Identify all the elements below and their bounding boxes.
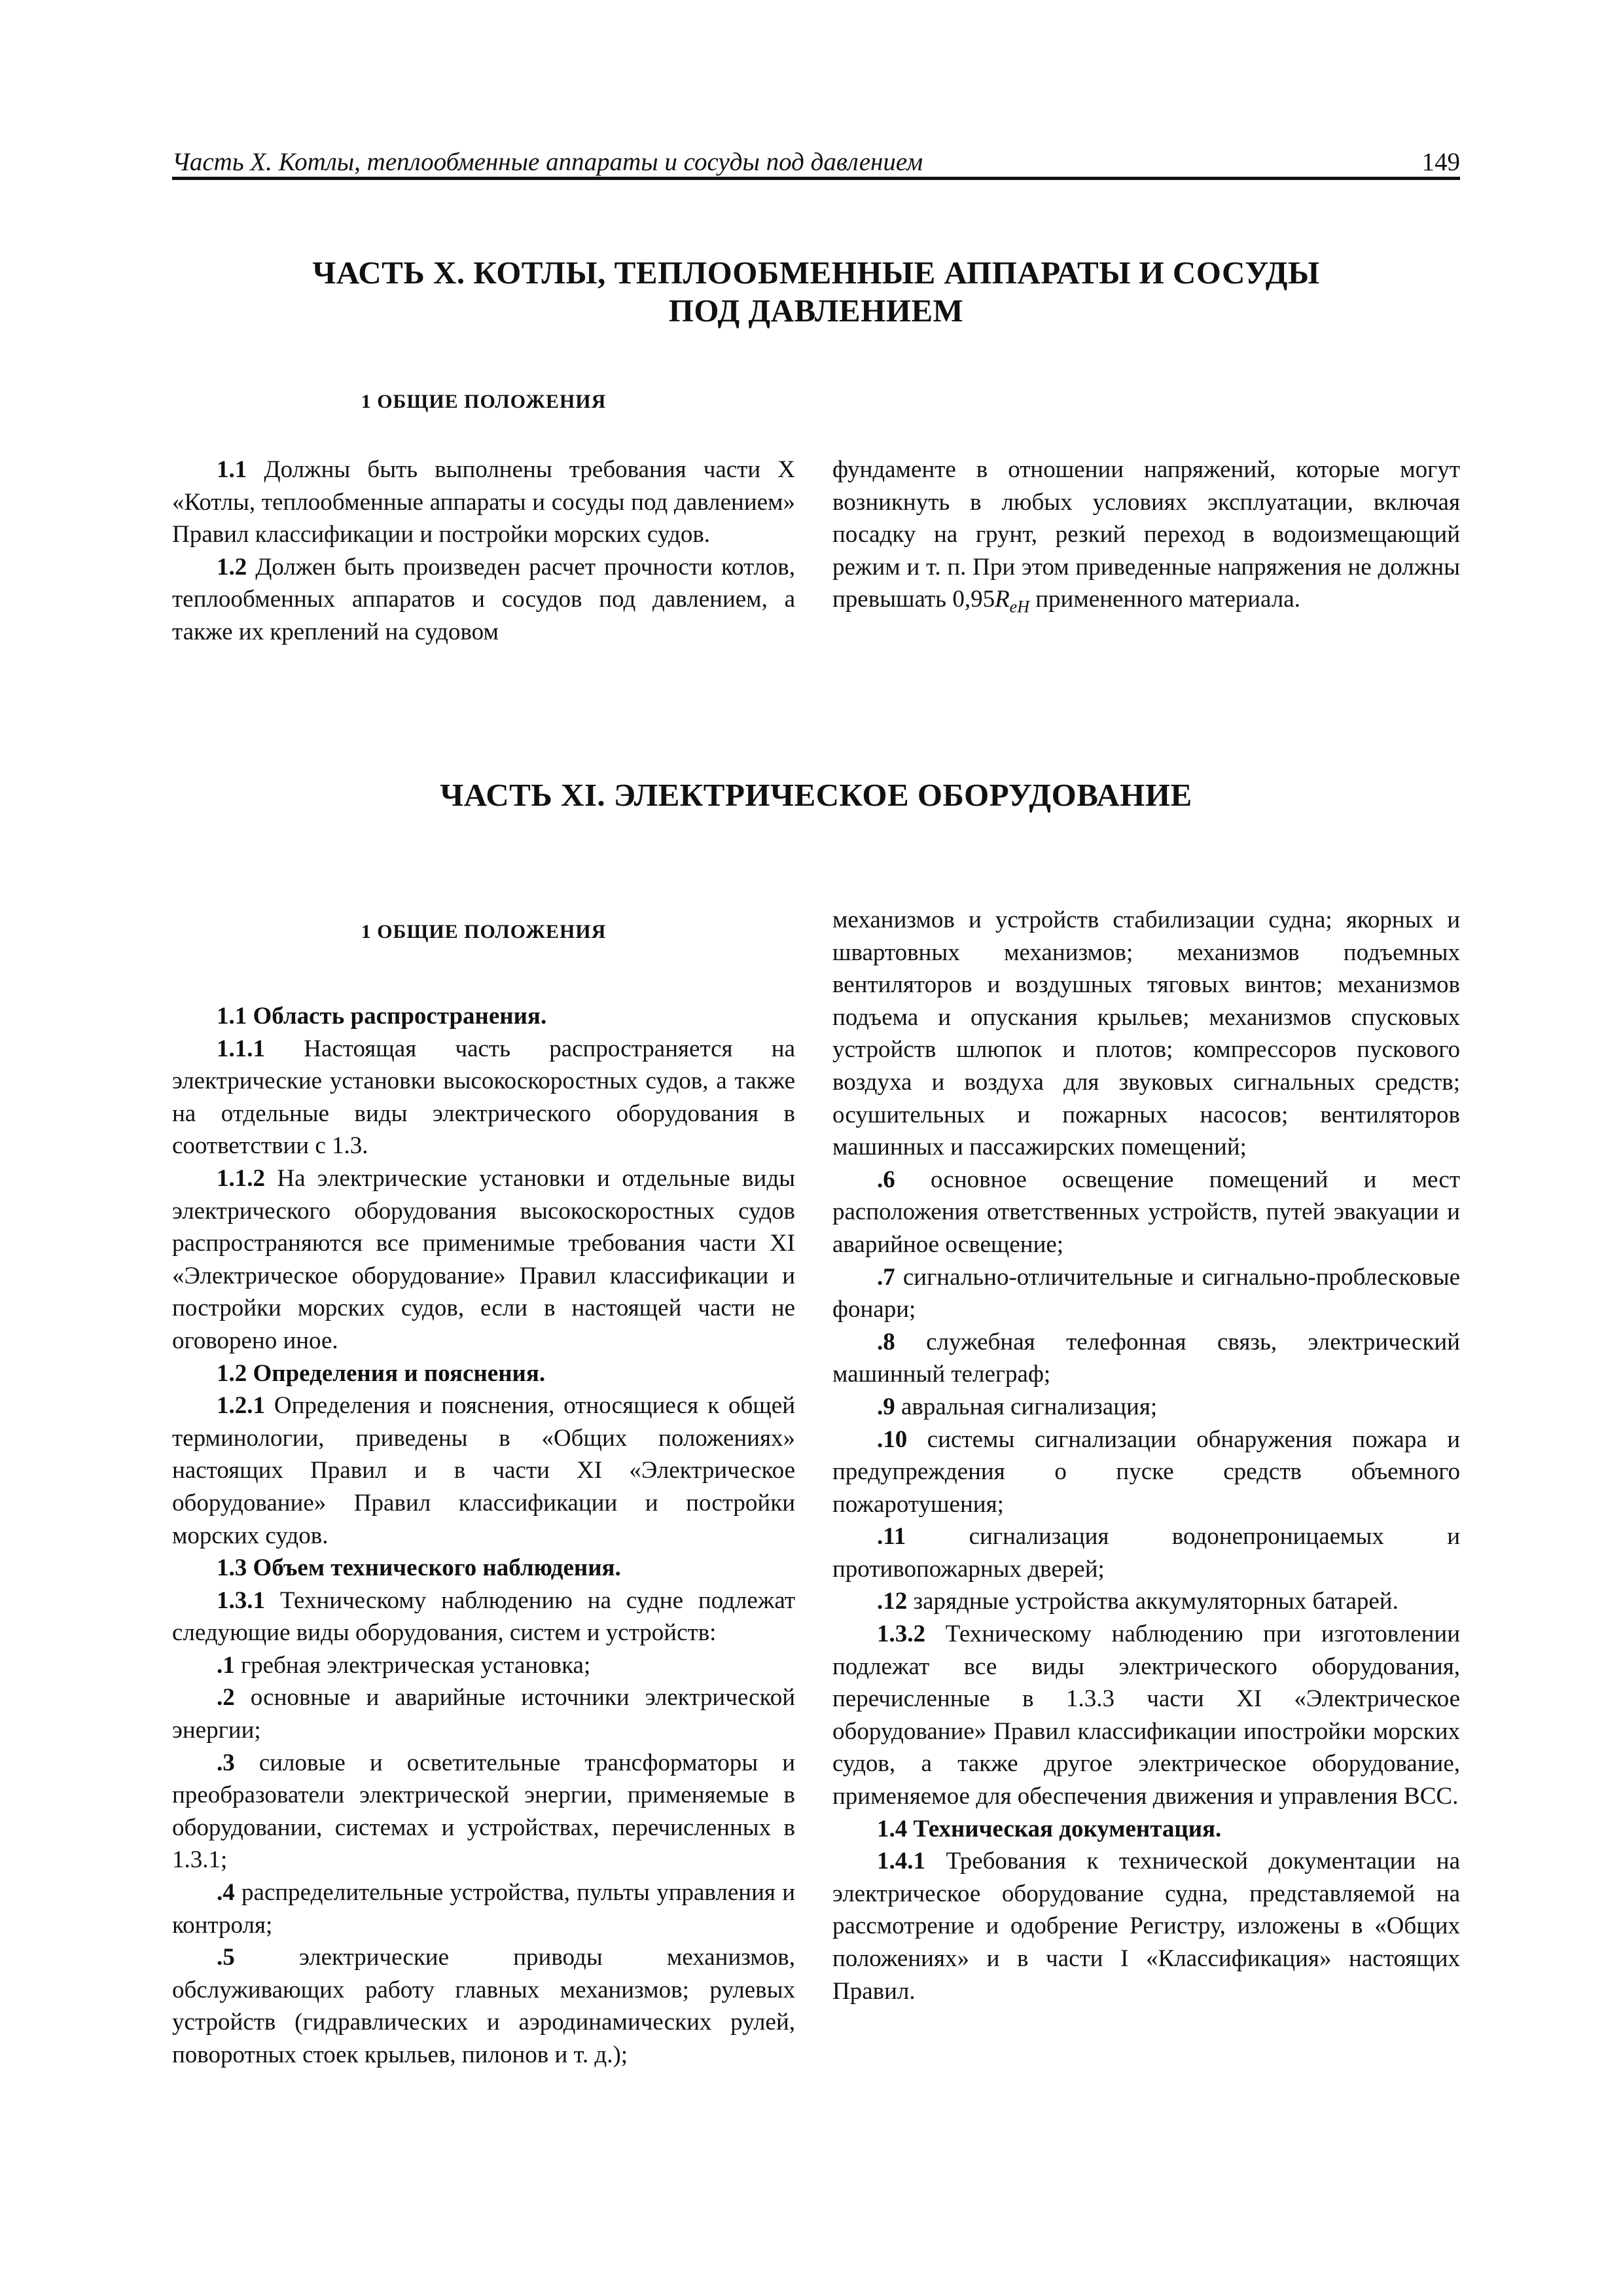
paragraph-1-2: [172, 551, 795, 649]
item-text: основные и аварийные источники электрической энергии;: [172, 1684, 795, 1744]
list-item-3: [172, 1747, 795, 1876]
formula-symbol: R: [995, 586, 1010, 613]
clause-text: Должен быть произведен расчет прочности котлов, теплообменных аппаратов и сосудов под давлением, а также их креплений на судовом: [172, 553, 795, 645]
part-xi-section-heading: 1 ОБЩИЕ ПОЛОЖЕНИЯ: [361, 921, 607, 942]
item-number: .9: [877, 1393, 895, 1420]
heading-1-2: 1.2 Определения и пояснения.: [217, 1359, 546, 1387]
paragraph-1-2-1: [172, 1390, 795, 1552]
clause-number: 1.1.2: [217, 1164, 265, 1192]
item-text: системы сигнализации обнаружения пожара и предупреждения о пуске средств объемного пожаротушения;: [832, 1426, 1460, 1518]
part-x-right-column: [832, 454, 1460, 623]
running-header: [172, 145, 1460, 179]
item-number: .1: [217, 1651, 235, 1679]
clause-number: 1.2: [217, 553, 247, 581]
item-text: сигнализация водонепроницаемых и противопожарных дверей;: [832, 1523, 1460, 1583]
clause-number: 1.4.1: [877, 1848, 925, 1875]
clause-number: 1.3.1: [217, 1587, 265, 1614]
clause-text: фундаменте в отношении напряжений, которые могут возникнуть в любых условиях эксплуатации, включая посадку на грунт, резкий переход в водоизмещающий режим и т. п. При этом приведенные напряжения не должны превышать: [832, 456, 1460, 613]
item-text: зарядные устройства аккумуляторных батарей.: [907, 1588, 1399, 1615]
clause-text: На электрические установки и отдельные виды электрического оборудования высокоскоростных судов распространяются все применимые требования части XI «Электрическое оборудование» Правил классификации и постройки морских судов, если в настоящей части не оговорено иное.: [172, 1164, 795, 1354]
item-number: .11: [877, 1523, 906, 1551]
paragraph-1-4-1: [832, 1845, 1460, 2007]
item-number: .7: [877, 1263, 895, 1291]
item-number: .5: [217, 1944, 235, 1971]
list-item-2: [172, 1681, 795, 1746]
item-text: служебная телефонная связь, электрический машинный телеграф;: [832, 1328, 1460, 1388]
heading-1-3: 1.3 Объем технического наблюдения.: [217, 1554, 621, 1582]
paragraph-1-1-2: [172, 1162, 795, 1357]
paragraph-1-3-1: [172, 1585, 795, 1649]
list-item-6: [832, 1164, 1460, 1261]
part-xi-left-column: [172, 1000, 795, 2072]
list-item-7: [832, 1261, 1460, 1326]
paragraph-1-2-continued: [832, 454, 1460, 623]
item-number: .8: [877, 1328, 895, 1355]
formula-coefficient: 0,95: [952, 586, 995, 613]
clause-number: 1.3.2: [877, 1621, 925, 1648]
heading-1-1: 1.1 Область распространения.: [217, 1003, 547, 1030]
clause-text: примененного материала.: [1029, 586, 1300, 613]
list-item-12: [832, 1585, 1460, 1618]
part-x-title-line2: ПОД ДАВЛЕНИЕМ: [668, 293, 964, 329]
clause-number: 1.1.1: [217, 1035, 265, 1062]
item-number: .6: [877, 1166, 895, 1193]
item-text: распределительные устройства, пульты управления и контроля;: [172, 1879, 795, 1939]
paragraph-1-1-1: [172, 1033, 795, 1162]
part-x-section-heading: 1 ОБЩИЕ ПОЛОЖЕНИЯ: [361, 391, 607, 412]
part-x-title-line1: ЧАСТЬ X. КОТЛЫ, ТЕПЛООБМЕННЫЕ АППАРАТЫ И СОСУДЫ: [312, 255, 1320, 291]
heading-1-4: 1.4 Техническая документация.: [877, 1815, 1222, 1842]
item-text: сигнально-отличительные и сигнально-проблесковые фонари;: [832, 1263, 1460, 1323]
paragraph-1-1: [172, 454, 795, 551]
part-x-left-column: [172, 454, 795, 649]
formula-subscript: eH: [1009, 597, 1029, 617]
list-item-4: [172, 1876, 795, 1941]
item-number: .4: [217, 1879, 235, 1907]
item-text: электрические приводы механизмов, обслуживающих работу главных механизмов; рулевых устройств (гидравлических и аэродинамических рулей, поворотных стоек крыльев, пилонов и т. д.);: [172, 1944, 795, 2068]
list-item-10: [832, 1424, 1460, 1521]
part-xi-right-column: [832, 904, 1460, 2007]
clause-text: Требования к технической документации на электрическое оборудование судна, представляемой на рассмотрение и одобрение Регистру, изложены в «Общих положениях» и в части I «Классификация» настоящих Правил.: [832, 1848, 1460, 2005]
item-text: силовые и осветительные трансформаторы и преобразователи электрической энергии, применяемые в оборудовании, системах и устройствах, перечисленных в 1.3.1;: [172, 1749, 795, 1874]
clause-text: Настоящая часть распространяется на электрические установки высокоскоростных судов, а также на отдельные виды электрического оборудования в соответствии с 1.3.: [172, 1035, 795, 1160]
item-number: .10: [877, 1426, 908, 1453]
paragraph-1-3-2: [832, 1618, 1460, 1813]
clause-text: Должны быть выполнены требования части X «Котлы, теплообменные аппараты и сосуды под давлением» Правил классификации и постройки морских судов.: [172, 456, 795, 548]
clause-text: Техническому наблюдению при изготовлении подлежат все виды электрического оборудования, перечисленные в 1.3.3 части XI «Электрическое оборудование» Правил классификации ипостройки морских судов, а также другое электрическое оборудование, применяемое для обеспечения движения и управления ВСС.: [832, 1621, 1460, 1810]
list-item-5: [172, 1941, 795, 2071]
list-item-1: [172, 1649, 795, 1682]
item-text: гребная электрическая установка;: [234, 1651, 591, 1679]
clause-number: 1.1: [217, 456, 247, 483]
list-item-8: [832, 1326, 1460, 1391]
item-number: .12: [877, 1588, 908, 1615]
list-item-5-continued: механизмов и устройств стабилизации судна; якорных и швартовных механизмов; механизмов подъемных вентиляторов и воздушных тяговых винтов; механизмов подъема и опускания крыльев; механизмов спусковых устройств шлюпок и плотов; компрессоров пускового воздуха и воздуха для звуковых сигнальных средств; осушительных и пожарных насосов; вентиляторов машинных и пассажирских помещений;: [832, 906, 1460, 1161]
running-title: Часть X. Котлы, теплообменные аппараты и сосуды под давлением: [172, 148, 923, 176]
page-number: 149: [1421, 148, 1460, 176]
item-text: основное освещение помещений и мест расположения ответственных устройств, путей эвакуации и аварийное освещение;: [832, 1166, 1460, 1258]
item-number: .3: [217, 1749, 235, 1776]
clause-text: Техническому наблюдению на судне подлежат следующие виды оборудования, систем и устройств:: [172, 1587, 795, 1647]
item-text: авральная сигнализация;: [895, 1393, 1158, 1420]
item-number: .2: [217, 1684, 235, 1712]
header-rule: [172, 177, 1460, 180]
list-item-9: [832, 1391, 1460, 1424]
clause-number: 1.2.1: [217, 1392, 265, 1420]
list-item-11: [832, 1520, 1460, 1585]
clause-text: Определения и пояснения, относящиеся к общей терминологии, приведены в «Общих положениях» настоящих Правил и в части XI «Электрическое оборудование» Правил классификации и постройки морских судов.: [172, 1392, 795, 1549]
part-x-title: [172, 254, 1460, 330]
part-xi-title: ЧАСТЬ XI. ЭЛЕКТРИЧЕСКОЕ ОБОРУДОВАНИЕ: [440, 777, 1192, 813]
